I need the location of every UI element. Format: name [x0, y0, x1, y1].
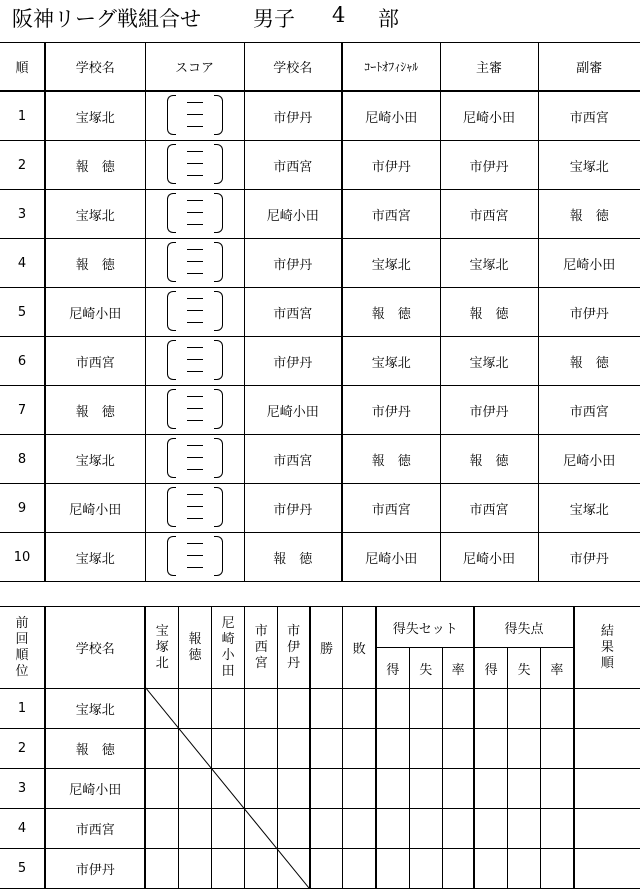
- match-team-a: 報 徳: [45, 141, 145, 190]
- match-court-official: 尼崎小田: [342, 91, 440, 141]
- match-assistant-referee: 市伊丹: [538, 533, 640, 582]
- result-rank-cell[interactable]: [574, 689, 640, 729]
- header-point-rate: 率: [541, 648, 574, 689]
- header-team-2-text: 報 徳: [188, 631, 202, 663]
- left-bracket: [167, 487, 176, 527]
- score-box[interactable]: [165, 141, 225, 185]
- header-previous-rank-text: 前 回 順 位: [15, 615, 29, 679]
- right-bracket: [214, 389, 223, 429]
- match-row: [0, 239, 640, 288]
- match-chief-referee: 宝塚北: [440, 239, 538, 288]
- match-row: [0, 91, 640, 141]
- match-chief-referee: 報 徳: [440, 288, 538, 337]
- result-cell[interactable]: [245, 769, 278, 809]
- header-court-official: ｺｰﾄｵﾌｨｼｬﾙ: [342, 43, 440, 92]
- standings-row: [0, 769, 640, 809]
- set-rate-cell[interactable]: [442, 809, 474, 849]
- match-score[interactable]: [145, 386, 244, 435]
- score-dash: [187, 151, 203, 152]
- win-cell[interactable]: [310, 729, 343, 769]
- match-score[interactable]: [145, 141, 244, 190]
- match-score[interactable]: [145, 190, 244, 239]
- match-row: [0, 386, 640, 435]
- match-team-a: 市西宮: [45, 337, 145, 386]
- point-lose-cell[interactable]: [507, 769, 540, 809]
- standings-rank: 1: [0, 689, 45, 729]
- score-dash: [187, 408, 203, 409]
- score-dash: [187, 469, 203, 470]
- match-team-b: 市伊丹: [244, 484, 342, 533]
- match-row: [0, 435, 640, 484]
- score-dash: [187, 567, 203, 568]
- header-set-lose: 失: [409, 648, 442, 689]
- right-bracket: [214, 242, 223, 282]
- result-cell[interactable]: [179, 769, 212, 809]
- win-cell[interactable]: [310, 809, 343, 849]
- score-box[interactable]: [165, 484, 225, 528]
- result-cell[interactable]: [278, 769, 310, 809]
- header-point-lose: 失: [507, 648, 540, 689]
- set-lose-cell[interactable]: [409, 769, 442, 809]
- header-loss: 敗: [343, 607, 376, 689]
- result-cell[interactable]: [245, 689, 278, 729]
- match-order: 2: [0, 141, 45, 190]
- match-order: 9: [0, 484, 45, 533]
- right-bracket: [214, 95, 223, 135]
- header-team-1-text: 宝 塚 北: [155, 623, 169, 671]
- set-gain-cell[interactable]: [376, 689, 409, 729]
- match-team-b: 尼崎小田: [244, 190, 342, 239]
- match-team-a: 宝塚北: [45, 190, 145, 239]
- standings-rank: 4: [0, 809, 45, 849]
- match-header-row: [0, 43, 640, 92]
- standings-header-row-1: [0, 607, 640, 648]
- result-rank-cell[interactable]: [574, 849, 640, 889]
- match-team-a: 宝塚北: [45, 91, 145, 141]
- score-dash: [187, 457, 203, 458]
- match-court-official: 市西宮: [342, 484, 440, 533]
- left-bracket: [167, 95, 176, 135]
- match-team-b: 市西宮: [244, 141, 342, 190]
- match-chief-referee: 市伊丹: [440, 386, 538, 435]
- score-dash: [187, 543, 203, 544]
- match-assistant-referee: 市伊丹: [538, 288, 640, 337]
- left-bracket: [167, 389, 176, 429]
- set-lose-cell[interactable]: [409, 689, 442, 729]
- score-dash: [187, 359, 203, 360]
- standings-rank: 3: [0, 769, 45, 809]
- match-score[interactable]: [145, 239, 244, 288]
- match-team-b: 報 徳: [244, 533, 342, 582]
- match-assistant-referee: 尼崎小田: [538, 435, 640, 484]
- right-bracket: [214, 193, 223, 233]
- result-cell[interactable]: [212, 849, 245, 889]
- left-bracket: [167, 291, 176, 331]
- match-score[interactable]: [145, 91, 244, 141]
- match-score[interactable]: [145, 337, 244, 386]
- header-team-5: [278, 607, 310, 689]
- point-rate-cell[interactable]: [541, 849, 574, 889]
- match-court-official: 宝塚北: [342, 337, 440, 386]
- header-chief-referee: 主審: [440, 43, 538, 92]
- standings-school: 宝塚北: [45, 689, 145, 729]
- match-score[interactable]: [145, 435, 244, 484]
- match-team-b: 市西宮: [244, 435, 342, 484]
- set-rate-cell[interactable]: [442, 729, 474, 769]
- match-team-b: 市伊丹: [244, 239, 342, 288]
- header-result-rank-text: 結 果 順: [600, 623, 614, 671]
- score-dash: [187, 396, 203, 397]
- right-bracket: [214, 340, 223, 380]
- header-result-rank: [574, 607, 640, 689]
- standings-row: [0, 729, 640, 769]
- score-dash: [187, 273, 203, 274]
- set-rate-cell[interactable]: [442, 769, 474, 809]
- result-cell[interactable]: [179, 849, 212, 889]
- header-school-b: 学校名: [244, 43, 342, 92]
- result-cell[interactable]: [145, 809, 178, 849]
- left-bracket: [167, 144, 176, 184]
- header-team-3-text: 尼 崎 小 田: [221, 615, 235, 679]
- match-chief-referee: 尼崎小田: [440, 91, 538, 141]
- result-rank-cell[interactable]: [574, 809, 640, 849]
- right-bracket: [214, 291, 223, 331]
- standings-row: [0, 849, 640, 889]
- match-chief-referee: 尼崎小田: [440, 533, 538, 582]
- score-box[interactable]: [165, 92, 225, 136]
- result-cell[interactable]: [245, 809, 278, 849]
- point-gain-cell[interactable]: [474, 809, 507, 849]
- standings-school: 市伊丹: [45, 849, 145, 889]
- match-chief-referee: 市西宮: [440, 190, 538, 239]
- score-box[interactable]: [165, 435, 225, 479]
- result-cell[interactable]: [278, 729, 310, 769]
- point-gain-cell[interactable]: [474, 729, 507, 769]
- match-team-a: 報 徳: [45, 386, 145, 435]
- page-title: [12, 3, 399, 33]
- score-box[interactable]: [165, 386, 225, 430]
- match-court-official: 市伊丹: [342, 386, 440, 435]
- point-gain-cell[interactable]: [474, 689, 507, 729]
- match-row: [0, 190, 640, 239]
- right-bracket: [214, 144, 223, 184]
- score-dash: [187, 322, 203, 323]
- match-court-official: 尼崎小田: [342, 533, 440, 582]
- win-cell[interactable]: [310, 769, 343, 809]
- right-bracket: [214, 438, 223, 478]
- match-team-a: 宝塚北: [45, 533, 145, 582]
- match-team-a: 宝塚北: [45, 435, 145, 484]
- standings-rank: 2: [0, 729, 45, 769]
- point-lose-cell[interactable]: [507, 809, 540, 849]
- header-school-a: 学校名: [45, 43, 145, 92]
- loss-cell[interactable]: [343, 769, 376, 809]
- match-team-b: 市西宮: [244, 288, 342, 337]
- set-gain-cell[interactable]: [376, 849, 409, 889]
- result-cell[interactable]: [212, 689, 245, 729]
- match-assistant-referee: 尼崎小田: [538, 239, 640, 288]
- set-lose-cell[interactable]: [409, 729, 442, 769]
- left-bracket: [167, 438, 176, 478]
- set-gain-cell[interactable]: [376, 729, 409, 769]
- match-assistant-referee: 報 徳: [538, 337, 640, 386]
- result-cell[interactable]: [145, 849, 178, 889]
- point-lose-cell[interactable]: [507, 689, 540, 729]
- match-team-a: 尼崎小田: [45, 288, 145, 337]
- score-dash: [187, 371, 203, 372]
- score-box[interactable]: [165, 288, 225, 332]
- result-cell[interactable]: [212, 769, 245, 809]
- win-cell[interactable]: [310, 689, 343, 729]
- loss-cell[interactable]: [343, 849, 376, 889]
- header-point-gain: 得: [474, 648, 507, 689]
- result-cell[interactable]: [145, 769, 178, 809]
- score-box[interactable]: [165, 190, 225, 234]
- match-score[interactable]: [145, 484, 244, 533]
- match-order: 3: [0, 190, 45, 239]
- result-cell[interactable]: [245, 849, 278, 889]
- score-dash: [187, 163, 203, 164]
- result-cell[interactable]: [245, 729, 278, 769]
- score-dash: [187, 420, 203, 421]
- result-cell[interactable]: [179, 809, 212, 849]
- score-dash: [187, 102, 203, 103]
- right-bracket: [214, 536, 223, 576]
- match-row: [0, 484, 640, 533]
- match-score[interactable]: [145, 533, 244, 582]
- match-schedule-table: [0, 42, 640, 582]
- title-division: 部: [378, 7, 399, 31]
- match-assistant-referee: 市西宮: [538, 91, 640, 141]
- match-order: 6: [0, 337, 45, 386]
- score-dash: [187, 298, 203, 299]
- header-point-diff: 得失点: [474, 607, 573, 648]
- result-rank-cell[interactable]: [574, 769, 640, 809]
- score-dash: [187, 347, 203, 348]
- match-court-official: 報 徳: [342, 435, 440, 484]
- header-score: スコア: [145, 43, 244, 92]
- match-chief-referee: 宝塚北: [440, 337, 538, 386]
- match-chief-referee: 市西宮: [440, 484, 538, 533]
- standings-table: [0, 606, 640, 889]
- match-order: 7: [0, 386, 45, 435]
- left-bracket: [167, 193, 176, 233]
- match-order: 1: [0, 91, 45, 141]
- result-cell[interactable]: [278, 849, 310, 889]
- header-set-diff: 得失セット: [376, 607, 474, 648]
- right-bracket: [214, 487, 223, 527]
- header-win: 勝: [310, 607, 343, 689]
- win-cell[interactable]: [310, 849, 343, 889]
- header-order: 順: [0, 43, 45, 92]
- result-rank-cell[interactable]: [574, 729, 640, 769]
- score-box[interactable]: [165, 239, 225, 283]
- point-gain-cell[interactable]: [474, 769, 507, 809]
- score-dash: [187, 114, 203, 115]
- match-team-a: 報 徳: [45, 239, 145, 288]
- header-team-4: [245, 607, 278, 689]
- match-court-official: 市西宮: [342, 190, 440, 239]
- standings-school: 尼崎小田: [45, 769, 145, 809]
- header-team-2: [179, 607, 212, 689]
- match-assistant-referee: 市西宮: [538, 386, 640, 435]
- standings-school: 市西宮: [45, 809, 145, 849]
- score-dash: [187, 310, 203, 311]
- match-row: [0, 141, 640, 190]
- title-main: 阪神リーグ戦組合せ: [12, 7, 201, 31]
- match-team-b: 尼崎小田: [244, 386, 342, 435]
- score-box[interactable]: [165, 533, 225, 577]
- header-team-1: [145, 607, 178, 689]
- header-team-5-text: 市 伊 丹: [287, 623, 301, 671]
- match-row: [0, 337, 640, 386]
- point-rate-cell[interactable]: [541, 809, 574, 849]
- set-rate-cell[interactable]: [442, 689, 474, 729]
- left-bracket: [167, 242, 176, 282]
- left-bracket: [167, 340, 176, 380]
- result-cell[interactable]: [278, 809, 310, 849]
- set-lose-cell[interactable]: [409, 809, 442, 849]
- loss-cell[interactable]: [343, 809, 376, 849]
- score-dash: [187, 212, 203, 213]
- header-team-4-text: 市 西 宮: [254, 623, 268, 671]
- point-rate-cell[interactable]: [541, 729, 574, 769]
- score-box[interactable]: [165, 337, 225, 381]
- match-team-b: 市伊丹: [244, 337, 342, 386]
- title-number: 4: [332, 3, 346, 27]
- score-dash: [187, 445, 203, 446]
- match-assistant-referee: 宝塚北: [538, 484, 640, 533]
- set-gain-cell[interactable]: [376, 769, 409, 809]
- result-cell[interactable]: [179, 689, 212, 729]
- standings-row: [0, 689, 640, 729]
- standings-row: [0, 809, 640, 849]
- score-dash: [187, 249, 203, 250]
- point-rate-cell[interactable]: [541, 769, 574, 809]
- header-previous-rank: [0, 607, 45, 689]
- point-gain-cell[interactable]: [474, 849, 507, 889]
- score-dash: [187, 175, 203, 176]
- match-court-official: 報 徳: [342, 288, 440, 337]
- result-cell[interactable]: [179, 729, 212, 769]
- match-score[interactable]: [145, 288, 244, 337]
- match-order: 5: [0, 288, 45, 337]
- match-order: 8: [0, 435, 45, 484]
- standings-rank: 5: [0, 849, 45, 889]
- result-cell[interactable]: [145, 689, 178, 729]
- match-row: [0, 533, 640, 582]
- match-chief-referee: 報 徳: [440, 435, 538, 484]
- score-dash: [187, 200, 203, 201]
- point-lose-cell[interactable]: [507, 849, 540, 889]
- result-cell[interactable]: [212, 809, 245, 849]
- header-set-rate: 率: [442, 648, 474, 689]
- title-group: 男子: [253, 7, 295, 31]
- match-court-official: 市伊丹: [342, 141, 440, 190]
- match-team-a: 尼崎小田: [45, 484, 145, 533]
- score-dash: [187, 494, 203, 495]
- match-team-b: 市伊丹: [244, 91, 342, 141]
- left-bracket: [167, 536, 176, 576]
- score-dash: [187, 518, 203, 519]
- match-order: 4: [0, 239, 45, 288]
- result-cell[interactable]: [212, 729, 245, 769]
- result-cell[interactable]: [278, 689, 310, 729]
- header-set-gain: 得: [376, 648, 409, 689]
- match-chief-referee: 市伊丹: [440, 141, 538, 190]
- score-dash: [187, 126, 203, 127]
- header-school: 学校名: [45, 607, 145, 689]
- point-lose-cell[interactable]: [507, 729, 540, 769]
- score-dash: [187, 261, 203, 262]
- header-team-3: [212, 607, 245, 689]
- match-assistant-referee: 報 徳: [538, 190, 640, 239]
- score-dash: [187, 224, 203, 225]
- match-order: 10: [0, 533, 45, 582]
- set-rate-cell[interactable]: [442, 849, 474, 889]
- loss-cell[interactable]: [343, 729, 376, 769]
- point-rate-cell[interactable]: [541, 689, 574, 729]
- match-court-official: 宝塚北: [342, 239, 440, 288]
- header-assistant-referee: 副審: [538, 43, 640, 92]
- loss-cell[interactable]: [343, 689, 376, 729]
- result-cell[interactable]: [145, 729, 178, 769]
- match-assistant-referee: 宝塚北: [538, 141, 640, 190]
- score-dash: [187, 555, 203, 556]
- set-gain-cell[interactable]: [376, 809, 409, 849]
- standings-school: 報 徳: [45, 729, 145, 769]
- score-dash: [187, 506, 203, 507]
- set-lose-cell[interactable]: [409, 849, 442, 889]
- match-row: [0, 288, 640, 337]
